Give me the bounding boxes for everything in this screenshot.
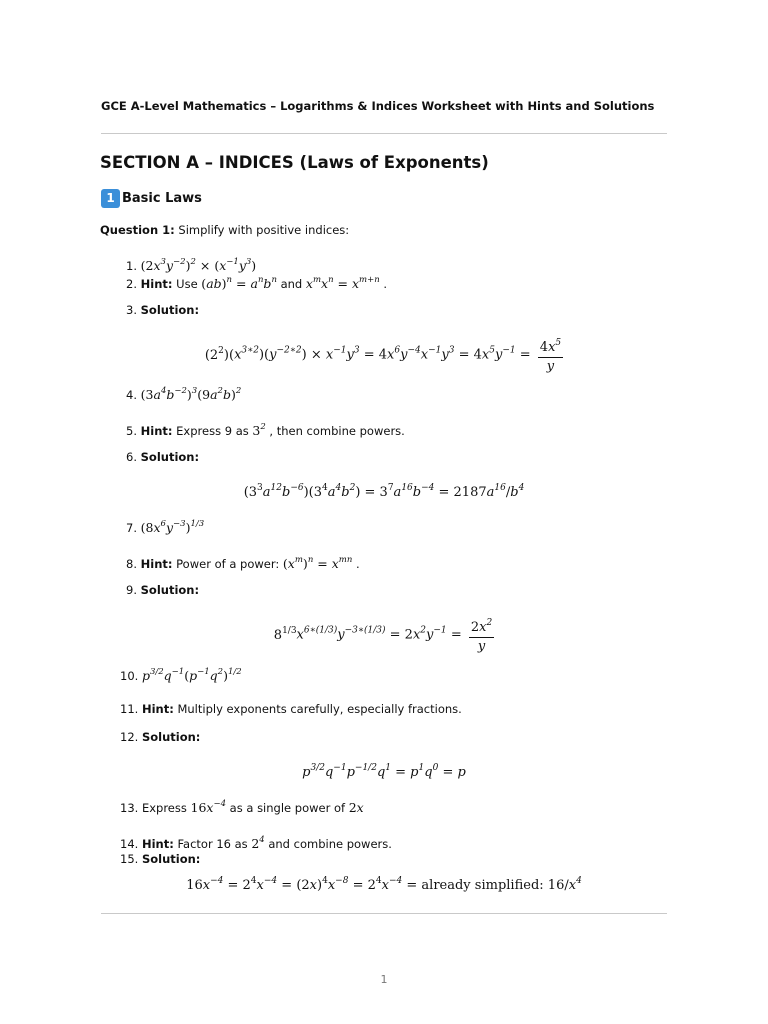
solution-label: Solution: bbox=[140, 583, 200, 597]
math-expression: $(x^m)^n = x^{mn}$ bbox=[282, 555, 353, 571]
question-label: Question 1: bbox=[100, 223, 175, 237]
item-number: 3. bbox=[126, 303, 137, 317]
list-item bbox=[120, 730, 200, 744]
question-text: Simplify with positive indices: bbox=[178, 223, 350, 237]
math-expression: $2^4$ bbox=[251, 835, 265, 851]
hint-text: Multiply exponents carefully, especially fractions. bbox=[177, 702, 462, 716]
math-expression: $(8x^6y^{-3})^{1/3}$ bbox=[140, 519, 205, 535]
math-expression: $p^{3/2}q^{-1}(p^{-1}q^2)^{1/2}$ bbox=[141, 667, 242, 683]
solution-equation: $16x^{-4} = 2^4x^{-4} = (2x)^4x^{-8} = 2^4x^{-4}$ = already simplified: $16/x^4$ bbox=[186, 876, 582, 893]
item-number: 10. bbox=[120, 669, 139, 683]
page-number: 1 bbox=[380, 973, 388, 986]
item-text: Express bbox=[141, 801, 187, 815]
hint-text: Express 9 as bbox=[176, 424, 249, 438]
solution-label: Solution: bbox=[140, 450, 200, 464]
solution-label: Solution: bbox=[140, 303, 200, 317]
list-item bbox=[126, 257, 256, 273]
hint-label: Hint: bbox=[141, 837, 174, 851]
math-expression: $(ab)^n = a^nb^n$ bbox=[201, 275, 277, 291]
item-number: 12. bbox=[120, 730, 139, 744]
list-item bbox=[120, 667, 242, 683]
hint-text: . bbox=[356, 557, 360, 571]
list-item bbox=[126, 583, 199, 597]
math-expression: $16x^{-4}$ bbox=[190, 799, 227, 815]
list-item bbox=[126, 555, 360, 571]
list-item bbox=[126, 519, 204, 535]
section-title: SECTION A – INDICES (Laws of Exponents) bbox=[100, 153, 489, 172]
solution-equation: $(3^3a^{12}b^{-6})(3^4a^4b^2) = 3^7a^{16}b^{-4} = 2187a^{16}/b^4$ bbox=[243, 483, 525, 500]
item-number: 1. bbox=[126, 259, 137, 273]
hint-text: and combine powers. bbox=[268, 837, 392, 851]
solution-equation: $(2^2)(x^{3∗2})(y^{-2∗2}) \times x^{-1}y^3 = 4x^6y^{-4}x^{-1}y^3 = 4x^5y^{-1}$ = $\frac{4x^5}{y}$ bbox=[101, 334, 667, 376]
item-number: 14. bbox=[120, 837, 139, 851]
solution-text: already simplified: bbox=[421, 878, 544, 893]
hint-label: Hint: bbox=[140, 424, 173, 438]
item-number: 13. bbox=[120, 801, 139, 815]
math-expression: 2x bbox=[348, 800, 364, 815]
math-expression: $(3a^4b^{-2})^3(9a^2b)^2$ bbox=[140, 386, 242, 402]
hint-text: and bbox=[280, 277, 303, 291]
question-line bbox=[100, 223, 349, 237]
document-header-title: GCE A-Level Mathematics – Logarithms & Indices Worksheet with Hints and Solutions bbox=[101, 99, 655, 113]
hint-text: Factor 16 as bbox=[177, 837, 248, 851]
hint-label: Hint: bbox=[140, 557, 173, 571]
list-item bbox=[126, 386, 241, 402]
hint-text: , then combine powers. bbox=[269, 424, 405, 438]
list-item bbox=[120, 702, 462, 716]
hint-text: . bbox=[383, 277, 388, 291]
solution-label: Solution: bbox=[141, 852, 201, 866]
math-expression: $x^mx^n = x^{m+n}$ bbox=[305, 275, 380, 291]
list-item bbox=[126, 275, 387, 291]
list-item bbox=[120, 835, 392, 851]
list-item bbox=[126, 303, 199, 317]
item-number: 5. bbox=[126, 424, 137, 438]
math-expression: $(2x^3y^{-2})^2 \times (x^{-1}y^3)$ bbox=[140, 257, 257, 273]
hint-text: Power of a power: bbox=[176, 557, 280, 571]
list-item bbox=[126, 422, 405, 438]
footer-divider bbox=[101, 913, 667, 914]
subsection-heading bbox=[101, 189, 202, 208]
item-number: 2. bbox=[126, 277, 137, 291]
hint-label: Hint: bbox=[140, 277, 173, 291]
solution-label: Solution: bbox=[141, 730, 201, 744]
item-number: 4. bbox=[126, 388, 137, 402]
item-number: 15. bbox=[120, 852, 139, 866]
item-number: 8. bbox=[126, 557, 137, 571]
keycap-one-icon: 1 bbox=[101, 189, 120, 208]
hint-text: Use bbox=[176, 277, 198, 291]
list-item bbox=[126, 450, 199, 464]
item-number: 6. bbox=[126, 450, 137, 464]
solution-equation: $p^{3/2}q^{-1}p^{-1/2}q^1 = p^1q^0 = p$ bbox=[302, 763, 466, 780]
hint-label: Hint: bbox=[141, 702, 174, 716]
item-number: 7. bbox=[126, 521, 137, 535]
item-text: as a single power of bbox=[229, 801, 346, 815]
subsection-title: Basic Laws bbox=[122, 191, 202, 206]
item-number: 11. bbox=[120, 702, 139, 716]
header-divider bbox=[101, 133, 667, 134]
list-item bbox=[120, 852, 200, 866]
math-expression: $3^2$ bbox=[252, 422, 266, 438]
item-number: 9. bbox=[126, 583, 137, 597]
solution-equation: $8^{1/3}x^{6∗(1/3)}y^{-3∗(1/3)} = 2x^2y^{-1}$ = $\frac{2x^2}{y}$ bbox=[101, 614, 667, 656]
list-item bbox=[120, 799, 364, 815]
